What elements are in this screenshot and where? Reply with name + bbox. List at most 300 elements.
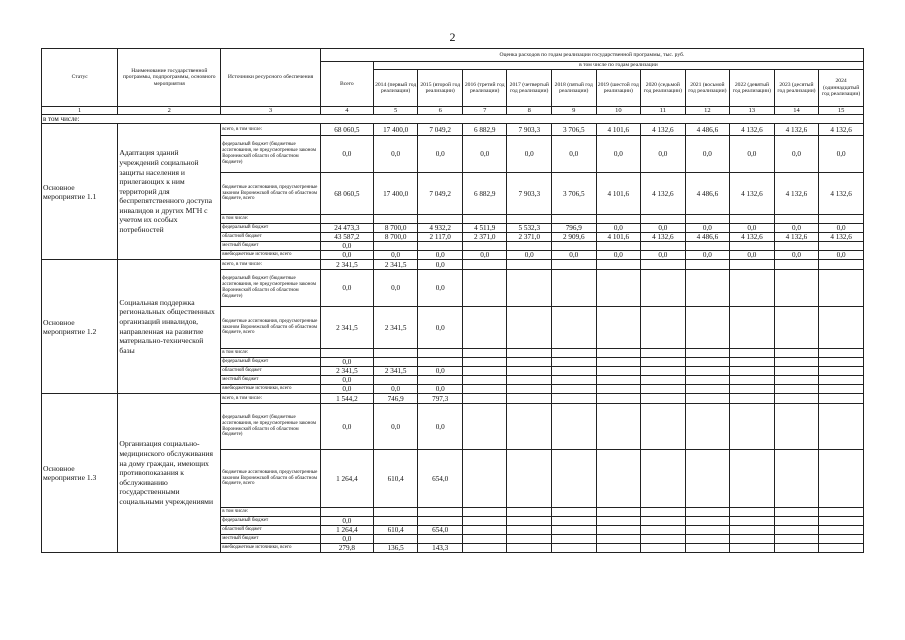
- amount-cell: [596, 385, 641, 394]
- amount-cell: 0,0: [819, 136, 864, 173]
- amount-cell: 0,0: [685, 136, 730, 173]
- amount-cell: [596, 450, 641, 508]
- amount-cell: [641, 367, 686, 376]
- amount-cell: [596, 526, 641, 535]
- amount-cell: [774, 367, 819, 376]
- amount-cell: [685, 215, 730, 224]
- funding-source: всего, в том числе:: [221, 124, 321, 136]
- amount-cell: [819, 376, 864, 385]
- amount-cell: [641, 517, 686, 526]
- amount-cell: [552, 376, 597, 385]
- event-status: Основное мероприятие 1.1: [42, 124, 118, 260]
- amount-cell: [507, 349, 552, 358]
- amount-cell: 4 486,6: [685, 233, 730, 242]
- amount-cell: [507, 260, 552, 270]
- amount-cell: 8 700,0: [373, 233, 418, 242]
- amount-cell: [507, 270, 552, 307]
- amount-cell: [685, 349, 730, 358]
- event-name: Адаптация зданий учреждений социальной защиты населения и прилегающих к ним территорий для беспрепятственного доступа инвалидов и других МГН с учетом их особых потребностей: [118, 124, 221, 260]
- amount-cell: [641, 508, 686, 517]
- amount-cell: [320, 349, 373, 358]
- amount-cell: [418, 376, 463, 385]
- amount-cell: [462, 358, 507, 367]
- amount-cell: [685, 535, 730, 544]
- amount-cell: [596, 358, 641, 367]
- amount-cell: 4 132,6: [641, 124, 686, 136]
- amount-cell: [774, 535, 819, 544]
- amount-cell: 1 544,2: [320, 394, 373, 404]
- amount-cell: [819, 358, 864, 367]
- amount-cell: 654,0: [418, 526, 463, 535]
- amount-cell: [462, 385, 507, 394]
- amount-cell: [462, 367, 507, 376]
- amount-cell: [418, 535, 463, 544]
- amount-cell: [730, 544, 775, 553]
- page-number: 2: [449, 30, 456, 44]
- amount-cell: 0,0: [418, 385, 463, 394]
- amount-cell: [730, 526, 775, 535]
- funding-source: областной бюджет: [221, 526, 321, 535]
- amount-cell: [819, 526, 864, 535]
- amount-cell: 4 132,6: [730, 124, 775, 136]
- amount-cell: [418, 242, 463, 251]
- amount-cell: 0,0: [730, 224, 775, 233]
- amount-cell: [730, 270, 775, 307]
- amount-cell: 0,0: [320, 385, 373, 394]
- incl-label: в том числе:: [42, 115, 864, 124]
- amount-cell: [819, 215, 864, 224]
- amount-cell: [641, 526, 686, 535]
- amount-cell: [507, 508, 552, 517]
- amount-cell: 0,0: [819, 251, 864, 260]
- amount-cell: [819, 260, 864, 270]
- amount-cell: 2 341,5: [320, 260, 373, 270]
- amount-cell: 4 132,6: [819, 173, 864, 215]
- amount-cell: [641, 404, 686, 450]
- amount-cell: [462, 270, 507, 307]
- amount-cell: [552, 394, 597, 404]
- amount-cell: [819, 450, 864, 508]
- amount-cell: 143,3: [418, 544, 463, 553]
- amount-cell: [819, 270, 864, 307]
- amount-cell: 0,0: [462, 136, 507, 173]
- funding-source: областной бюджет: [221, 367, 321, 376]
- amount-cell: [774, 215, 819, 224]
- funding-source: бюджетные ассигнования, предусмотренные законом Воронежской области об областном бюджете, всего: [221, 450, 321, 508]
- amount-cell: 0,0: [320, 376, 373, 385]
- amount-cell: 0,0: [320, 517, 373, 526]
- amount-cell: [774, 517, 819, 526]
- funding-source: в том числе:: [221, 349, 321, 358]
- amount-cell: [596, 260, 641, 270]
- header-year: 2017 (четвертый год реализации): [507, 70, 552, 107]
- funding-source: областной бюджет: [221, 233, 321, 242]
- amount-cell: [685, 242, 730, 251]
- amount-cell: 654,0: [418, 450, 463, 508]
- header-year: 2022 (девятый год реализации): [730, 70, 775, 107]
- amount-cell: [462, 535, 507, 544]
- funding-source: внебюджетные источники, всего: [221, 251, 321, 260]
- amount-cell: 0,0: [685, 224, 730, 233]
- amount-cell: 4 132,6: [641, 173, 686, 215]
- amount-cell: [373, 242, 418, 251]
- amount-cell: [819, 404, 864, 450]
- amount-cell: 3 706,5: [552, 124, 597, 136]
- amount-cell: [641, 307, 686, 349]
- amount-cell: [462, 242, 507, 251]
- amount-cell: 0,0: [685, 251, 730, 260]
- amount-cell: [819, 385, 864, 394]
- amount-cell: [730, 307, 775, 349]
- amount-cell: [373, 508, 418, 517]
- amount-cell: [373, 215, 418, 224]
- amount-cell: [507, 450, 552, 508]
- amount-cell: [819, 508, 864, 517]
- amount-cell: 3 706,5: [552, 173, 597, 215]
- amount-cell: 2 117,0: [418, 233, 463, 242]
- amount-cell: 0,0: [774, 251, 819, 260]
- amount-cell: [730, 349, 775, 358]
- amount-cell: 4 132,6: [819, 124, 864, 136]
- funding-source: бюджетные ассигнования, предусмотренные законом Воронежской области об областном бюджете, всего: [221, 307, 321, 349]
- column-number: 1: [42, 107, 118, 115]
- amount-cell: [418, 508, 463, 517]
- amount-cell: [596, 270, 641, 307]
- amount-cell: [641, 376, 686, 385]
- amount-cell: 2 371,0: [507, 233, 552, 242]
- column-number: 11: [641, 107, 686, 115]
- amount-cell: [774, 270, 819, 307]
- amount-cell: [730, 404, 775, 450]
- amount-cell: 0,0: [373, 136, 418, 173]
- amount-cell: [552, 526, 597, 535]
- amount-cell: 0,0: [418, 136, 463, 173]
- budget-table: [41, 48, 864, 553]
- amount-cell: 0,0: [730, 136, 775, 173]
- amount-cell: [552, 508, 597, 517]
- amount-cell: 4 932,2: [418, 224, 463, 233]
- amount-cell: 4 132,6: [774, 124, 819, 136]
- amount-cell: [730, 367, 775, 376]
- amount-cell: [507, 367, 552, 376]
- amount-cell: [507, 307, 552, 349]
- amount-cell: 610,4: [373, 450, 418, 508]
- amount-cell: [418, 215, 463, 224]
- amount-cell: [373, 358, 418, 367]
- amount-cell: [641, 260, 686, 270]
- column-number: 2: [118, 107, 221, 115]
- amount-cell: 0,0: [418, 404, 463, 450]
- amount-cell: 4 101,6: [596, 124, 641, 136]
- amount-cell: 4 486,6: [685, 173, 730, 215]
- amount-cell: [774, 526, 819, 535]
- amount-cell: [730, 242, 775, 251]
- amount-cell: [507, 544, 552, 553]
- amount-cell: [685, 260, 730, 270]
- amount-cell: 610,4: [373, 526, 418, 535]
- event-name: Организация социально-медицинского обслуживания на дому граждан, имеющих противопоказания к обслуживанию государственными социальными учреждениями: [118, 394, 221, 553]
- amount-cell: [373, 535, 418, 544]
- funding-source: федеральный бюджет: [221, 358, 321, 367]
- amount-cell: 24 473,3: [320, 224, 373, 233]
- amount-cell: 746,9: [373, 394, 418, 404]
- amount-cell: [552, 535, 597, 544]
- amount-cell: 0,0: [641, 224, 686, 233]
- amount-cell: [730, 376, 775, 385]
- amount-cell: 0,0: [507, 136, 552, 173]
- amount-cell: 0,0: [596, 136, 641, 173]
- amount-cell: 2 341,5: [373, 367, 418, 376]
- amount-cell: 43 587,2: [320, 233, 373, 242]
- header-program: Наименование государственной программы, подпрограммы, основного мероприятия: [118, 49, 221, 107]
- amount-cell: 0,0: [730, 251, 775, 260]
- amount-cell: [730, 358, 775, 367]
- amount-cell: [596, 307, 641, 349]
- amount-cell: 0,0: [418, 270, 463, 307]
- amount-cell: 6 882,9: [462, 173, 507, 215]
- amount-cell: [774, 394, 819, 404]
- amount-cell: [596, 367, 641, 376]
- amount-cell: 0,0: [418, 260, 463, 270]
- amount-cell: [774, 404, 819, 450]
- amount-cell: [507, 242, 552, 251]
- amount-cell: 8 700,0: [373, 224, 418, 233]
- amount-cell: 0,0: [641, 251, 686, 260]
- amount-cell: [819, 535, 864, 544]
- amount-cell: 7 049,2: [418, 173, 463, 215]
- amount-cell: 0,0: [320, 535, 373, 544]
- amount-cell: [685, 450, 730, 508]
- amount-cell: 6 882,9: [462, 124, 507, 136]
- amount-cell: 0,0: [418, 367, 463, 376]
- amount-cell: [462, 215, 507, 224]
- amount-cell: 1 264,4: [320, 526, 373, 535]
- amount-cell: [552, 358, 597, 367]
- amount-cell: [819, 394, 864, 404]
- amount-cell: [774, 307, 819, 349]
- amount-cell: [552, 404, 597, 450]
- amount-cell: 0,0: [373, 251, 418, 260]
- amount-cell: [552, 367, 597, 376]
- header-estimate: Оценка расходов по годам реализации государственной программы, тыс. руб.: [320, 49, 863, 62]
- amount-cell: [774, 358, 819, 367]
- amount-cell: 68 060,5: [320, 124, 373, 136]
- amount-cell: [320, 215, 373, 224]
- amount-cell: 2 341,5: [373, 307, 418, 349]
- amount-cell: [462, 376, 507, 385]
- table-row: [42, 124, 864, 136]
- amount-cell: 279,8: [320, 544, 373, 553]
- amount-cell: 4 486,6: [685, 124, 730, 136]
- amount-cell: 0,0: [819, 224, 864, 233]
- amount-cell: [418, 358, 463, 367]
- amount-cell: [641, 349, 686, 358]
- amount-cell: 1 264,4: [320, 450, 373, 508]
- header-total: Всего: [320, 62, 373, 107]
- amount-cell: [819, 544, 864, 553]
- amount-cell: [596, 215, 641, 224]
- header-status: Статус: [42, 49, 118, 107]
- amount-cell: [685, 376, 730, 385]
- amount-cell: [730, 450, 775, 508]
- funding-source: федеральный бюджет: [221, 224, 321, 233]
- amount-cell: 0,0: [320, 242, 373, 251]
- funding-source: федеральный бюджет (бюджетные ассигнования, не предусмотренные законом Воронежской области об областном бюджете): [221, 136, 321, 173]
- column-number: 14: [774, 107, 819, 115]
- amount-cell: 0,0: [774, 136, 819, 173]
- amount-cell: 796,9: [552, 224, 597, 233]
- header-year: 2021 (восьмой год реализации): [685, 70, 730, 107]
- header-source: Источники ресурсного обеспечения: [221, 49, 321, 107]
- amount-cell: [685, 358, 730, 367]
- column-number: 13: [730, 107, 775, 115]
- amount-cell: [596, 535, 641, 544]
- amount-cell: 0,0: [641, 136, 686, 173]
- amount-cell: 4 132,6: [774, 173, 819, 215]
- amount-cell: 797,3: [418, 394, 463, 404]
- funding-source: внебюджетные источники, всего: [221, 544, 321, 553]
- amount-cell: [596, 394, 641, 404]
- amount-cell: [462, 404, 507, 450]
- column-number: 12: [685, 107, 730, 115]
- column-number: 15: [819, 107, 864, 115]
- amount-cell: [641, 358, 686, 367]
- amount-cell: [507, 385, 552, 394]
- amount-cell: 136,5: [373, 544, 418, 553]
- amount-cell: [552, 450, 597, 508]
- event-status: Основное мероприятие 1.3: [42, 394, 118, 553]
- amount-cell: [596, 242, 641, 251]
- amount-cell: [819, 367, 864, 376]
- amount-cell: 7 049,2: [418, 124, 463, 136]
- funding-source: бюджетные ассигнования, предусмотренные законом Воронежской области об областном бюджете, всего: [221, 173, 321, 215]
- amount-cell: [685, 270, 730, 307]
- header-year: 2016 (третий год реализации): [462, 70, 507, 107]
- header-year: 2024 (одиннадцатый год реализации): [819, 70, 864, 107]
- amount-cell: [552, 349, 597, 358]
- amount-cell: [774, 349, 819, 358]
- amount-cell: [552, 385, 597, 394]
- amount-cell: [819, 242, 864, 251]
- funding-source: федеральный бюджет (бюджетные ассигнования, не предусмотренные законом Воронежской области об областном бюджете): [221, 404, 321, 450]
- amount-cell: [641, 385, 686, 394]
- table-row: [42, 394, 864, 404]
- amount-cell: [507, 535, 552, 544]
- column-number: 8: [507, 107, 552, 115]
- header-incl-years: в том числе по годам реализации: [373, 62, 863, 70]
- amount-cell: 0,0: [418, 307, 463, 349]
- amount-cell: 4 101,6: [596, 173, 641, 215]
- amount-cell: [418, 349, 463, 358]
- event-name: Социальная поддержка региональных общественных организаций инвалидов, направленная на развитие материально-технической базы: [118, 260, 221, 394]
- amount-cell: [774, 508, 819, 517]
- header-year: 2018 (пятый год реализации): [552, 70, 597, 107]
- amount-cell: [641, 544, 686, 553]
- header-year: 2015 (второй год реализации): [418, 70, 463, 107]
- funding-source: местный бюджет: [221, 242, 321, 251]
- event-status: Основное мероприятие 1.2: [42, 260, 118, 394]
- amount-cell: 0,0: [774, 224, 819, 233]
- amount-cell: 0,0: [373, 385, 418, 394]
- amount-cell: 0,0: [320, 136, 373, 173]
- amount-cell: [462, 260, 507, 270]
- funding-source: всего, в том числе:: [221, 394, 321, 404]
- funding-source: в том числе:: [221, 215, 321, 224]
- amount-cell: 4 132,6: [774, 233, 819, 242]
- amount-cell: [462, 307, 507, 349]
- amount-cell: [819, 517, 864, 526]
- amount-cell: [641, 215, 686, 224]
- column-number: 7: [462, 107, 507, 115]
- amount-cell: 0,0: [462, 251, 507, 260]
- amount-cell: [552, 307, 597, 349]
- amount-cell: 4 132,6: [641, 233, 686, 242]
- funding-source: федеральный бюджет (бюджетные ассигнования, не предусмотренные законом Воронежской области об областном бюджете): [221, 270, 321, 307]
- amount-cell: [507, 404, 552, 450]
- amount-cell: [774, 544, 819, 553]
- amount-cell: [641, 394, 686, 404]
- amount-cell: [685, 367, 730, 376]
- amount-cell: 17 400,0: [373, 124, 418, 136]
- header-year: 2014 (первый год реализации): [373, 70, 418, 107]
- amount-cell: [596, 349, 641, 358]
- amount-cell: [730, 394, 775, 404]
- amount-cell: [685, 385, 730, 394]
- amount-cell: [641, 242, 686, 251]
- amount-cell: 0,0: [320, 270, 373, 307]
- amount-cell: [462, 544, 507, 553]
- amount-cell: 2 371,0: [462, 233, 507, 242]
- amount-cell: 0,0: [552, 136, 597, 173]
- header-year: 2020 (седьмой год реализации): [641, 70, 686, 107]
- amount-cell: [373, 517, 418, 526]
- amount-cell: [320, 508, 373, 517]
- amount-cell: 0,0: [507, 251, 552, 260]
- amount-cell: [774, 260, 819, 270]
- funding-source: федеральный бюджет: [221, 517, 321, 526]
- column-number: 6: [418, 107, 463, 115]
- amount-cell: [596, 517, 641, 526]
- amount-cell: 0,0: [418, 251, 463, 260]
- amount-cell: 0,0: [373, 270, 418, 307]
- amount-cell: [507, 517, 552, 526]
- amount-cell: 4 132,6: [730, 233, 775, 242]
- amount-cell: 4 132,6: [819, 233, 864, 242]
- amount-cell: [774, 376, 819, 385]
- amount-cell: 4 511,9: [462, 224, 507, 233]
- amount-cell: 4 101,6: [596, 233, 641, 242]
- amount-cell: 2 341,5: [320, 367, 373, 376]
- amount-cell: [596, 404, 641, 450]
- amount-cell: [774, 242, 819, 251]
- amount-cell: [507, 394, 552, 404]
- amount-cell: [730, 517, 775, 526]
- amount-cell: [462, 450, 507, 508]
- amount-cell: [462, 508, 507, 517]
- amount-cell: [685, 526, 730, 535]
- column-number: 3: [221, 107, 321, 115]
- amount-cell: 4 132,6: [730, 173, 775, 215]
- funding-source: в том числе:: [221, 508, 321, 517]
- amount-cell: [507, 526, 552, 535]
- header-year: 2019 (шестой год реализации): [596, 70, 641, 107]
- amount-cell: 7 903,3: [507, 173, 552, 215]
- amount-cell: 0,0: [552, 251, 597, 260]
- amount-cell: [552, 242, 597, 251]
- column-number: 9: [552, 107, 597, 115]
- amount-cell: [418, 517, 463, 526]
- amount-cell: 2 341,5: [373, 260, 418, 270]
